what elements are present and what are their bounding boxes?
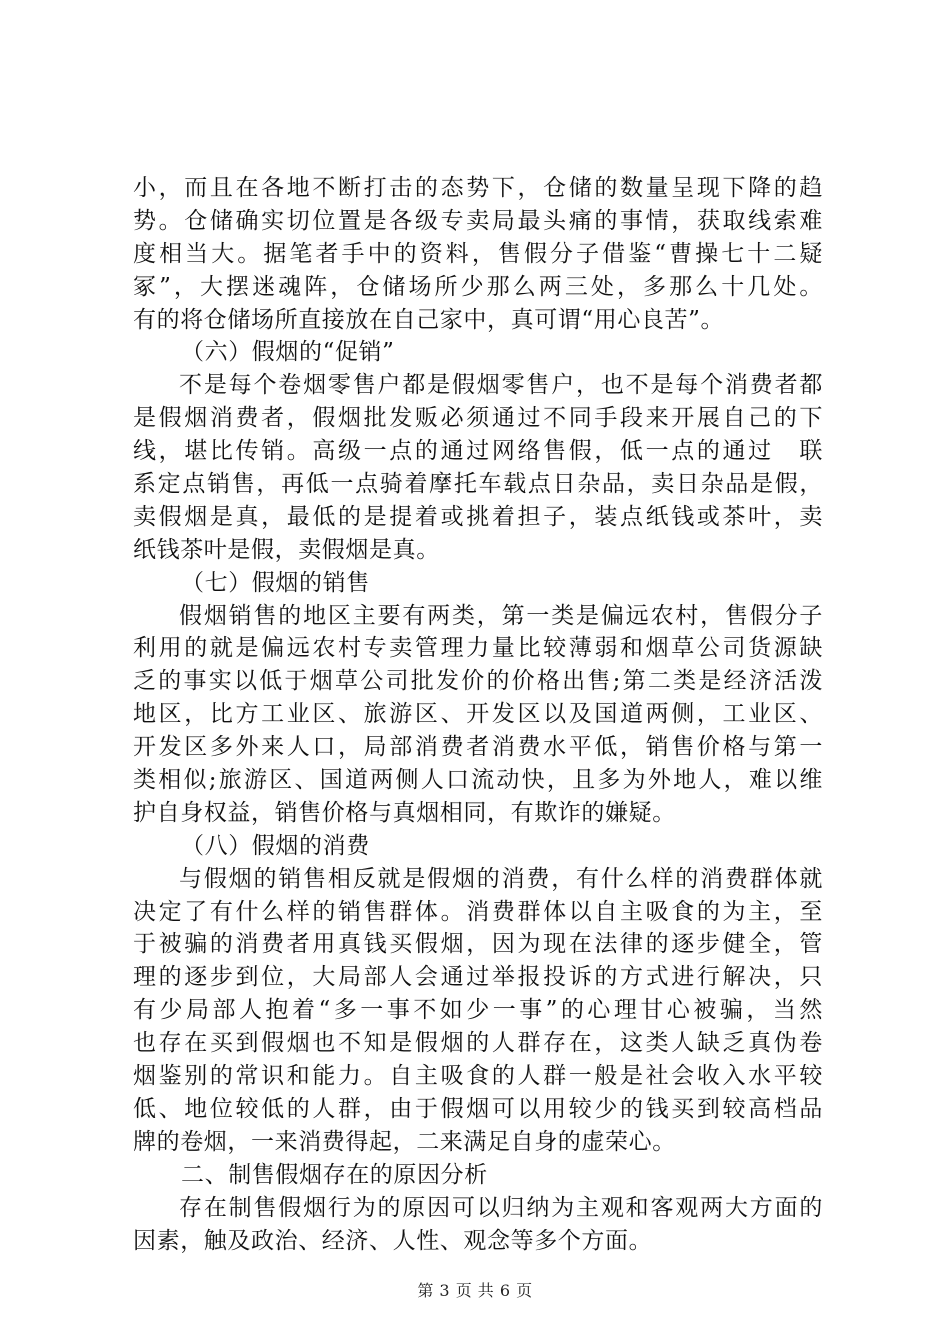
text-line: 假烟销售的地区主要有两类，第一类是偏远农村，售假分子	[179, 602, 823, 629]
text-line: 冢”，大摆迷魂阵，仓储场所少那么两三处，多那么十几处。	[133, 273, 823, 300]
text-line: 决定了有什么样的销售群体。消费群体以自主吸食的为主，至	[133, 898, 823, 925]
text-line: 开发区多外来人口，局部消费者消费水平低，销售价格与第一	[133, 734, 823, 761]
text-line: 不是每个卷烟零售户都是假烟零售户，也不是每个消费者都	[179, 372, 823, 399]
text-line: 存在制售假烟行为的原因可以归纳为主观和客观两大方面的	[179, 1194, 823, 1221]
text-line: 牌的卷烟，一来消费得起，二来满足自身的虚荣心。	[133, 1128, 676, 1155]
text-line: 地区，比方工业区、旅游区、开发区以及国道两侧，工业区、	[133, 701, 823, 728]
text-line: 与假烟的销售相反就是假烟的消费，有什么样的消费群体就	[179, 865, 823, 892]
text-line: 利用的就是偏远农村专卖管理力量比较薄弱和烟草公司货源缺	[133, 635, 823, 662]
text-line: 系定点销售，再低一点骑着摩托车载点日杂品，卖日杂品是假，	[133, 471, 823, 498]
text-line: 小，而且在各地不断打击的态势下，仓储的数量呈现下降的趋	[133, 175, 823, 201]
text-line: 因素，触及政治、经济、人性、观念等多个方面。	[133, 1227, 653, 1254]
text-line: 理的逐步到位，大局部人会通过举报投诉的方式进行解决，只	[133, 964, 823, 991]
page-number: 第 3 页 共 6 页	[417, 1281, 533, 1300]
text-line: 有的将仓储场所直接放在自己家中，真可谓“用心良苦”。	[133, 306, 725, 333]
text-line: 度相当大。据笔者手中的资料，售假分子借鉴“曹操七十二疑	[133, 240, 823, 267]
text-line: 于被骗的消费者用真钱买假烟，因为现在法律的逐步健全，管	[133, 931, 823, 958]
section-heading: （八）假烟的消费	[181, 832, 370, 859]
text-line: 势。仓储确实切位置是各级专卖局最头痛的事情，获取线索难	[133, 207, 823, 234]
text-line: 烟鉴别的常识和能力。自主吸食的人群一般是社会收入水平较	[133, 1063, 823, 1090]
text-line: 纸钱茶叶是假，卖假烟是真。	[133, 536, 440, 563]
text-line: 护自身权益，销售价格与真烟相同，有欺诈的嫌疑。	[133, 799, 676, 826]
section-heading: （七）假烟的销售	[181, 569, 370, 596]
section-heading: （六）假烟的“促销”	[181, 339, 395, 366]
document-body	[133, 172, 823, 1257]
text-line: 低、地位较低的人群，由于假烟可以用较少的钱买到较高档品	[133, 1095, 823, 1122]
text-line: 线，堪比传销。高级一点的通过网络售假，低一点的通过 联	[133, 438, 823, 465]
text-line: 乏的事实以低于烟草公司批发价的价格出售;第二类是经济活泼	[133, 668, 823, 695]
section-heading: 二、制售假烟存在的原因分析	[181, 1161, 488, 1188]
text-line: 有少局部人抱着“多一事不如少一事”的心理甘心被骗，当然	[133, 997, 823, 1024]
text-line: 是假烟消费者，假烟批发贩必须通过不同手段来开展自己的下	[133, 405, 823, 432]
text-line: 卖假烟是真，最低的是提着或挑着担子，装点纸钱或茶叶，卖	[133, 503, 823, 530]
text-line: 类相似;旅游区、国道两侧人口流动快，且多为外地人，难以维	[133, 767, 823, 794]
text-line: 也存在买到假烟也不知是假烟的人群存在，这类人缺乏真伪卷	[133, 1030, 823, 1057]
